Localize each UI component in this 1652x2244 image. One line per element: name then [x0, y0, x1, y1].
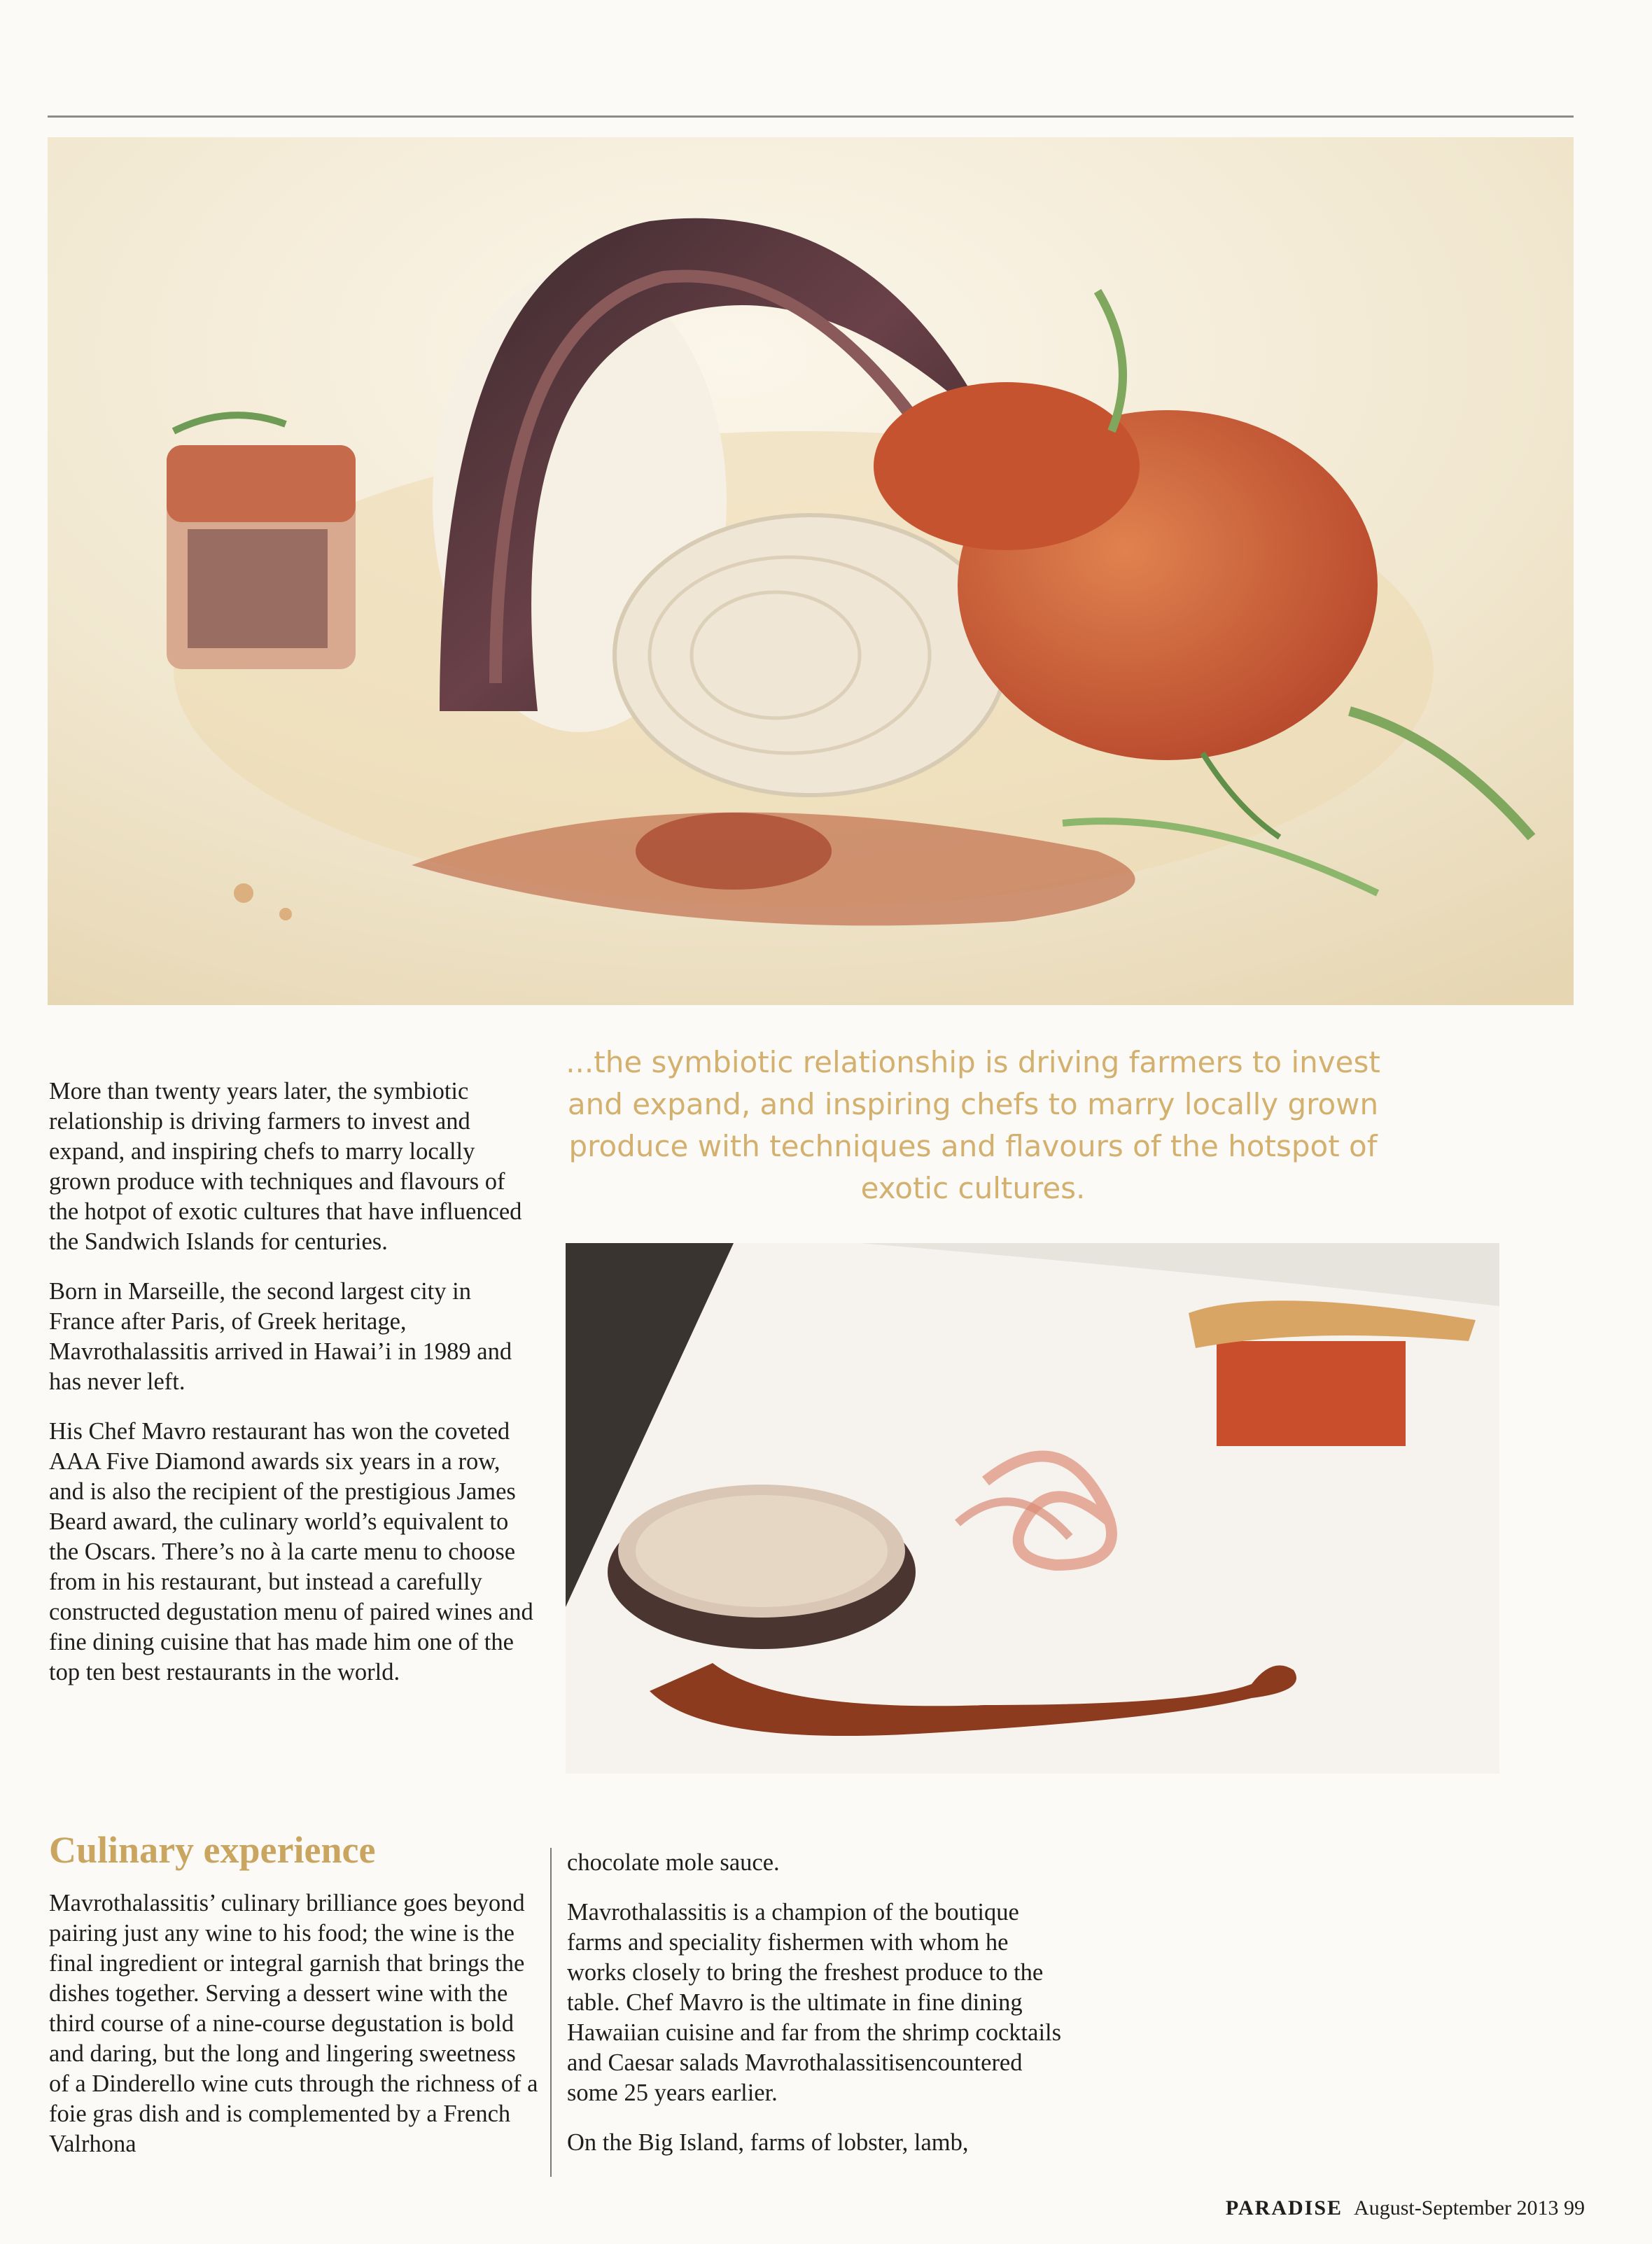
- paragraph: Mavrothalassitis is a champion of the boutique farms and speciality fishermen with whom he works closely to bring the freshest produce to the table. Chef Mavro is the ultimate in fine dining Hawaiian cuisine and far from the shrimp cocktails and Caesar salads Mavrothalassitisencountered some 25 years earlier.: [567, 1899, 1062, 2106]
- column-divider: [550, 1848, 552, 2177]
- section-heading: Culinary experience: [49, 1829, 376, 1871]
- top-rule: [48, 115, 1574, 118]
- paragraph: chocolate mole sauce.: [567, 1849, 780, 1876]
- lobster-dish-photo: [48, 137, 1574, 1005]
- paragraph: His Chef Mavro restaurant has won the coveted AAA Five Diamond awards six years in a row, and is also the recipient of the prestigious James Beard award, the culinary world’s equivalent to the Oscars. There’s no à la carte menu to choose from in his restaurant, but instead a carefully constructed degustation menu of paired wines and fine dining cuisine that has made him one of the top ten best restaurants in the world.: [49, 1418, 533, 1685]
- paragraph: More than twenty years later, the symbiotic relationship is driving farmers to invest and expand, and inspiring chefs to marry locally grown produce with techniques and flavours of the hotpot of exotic cultures that have influenced the Sandwich Islands for centuries.: [49, 1078, 522, 1255]
- paragraph: Mavrothalassitis’ culinary brilliance goes beyond pairing just any wine to his food; the wine is the final ingredient or integral garnish that brings the dishes together. Serving a dessert wine with the third course of a nine-course degustation is bold and daring, but the long and lingering sweetness of a Dinderello wine cuts through the richness of a foie gras dish and is complemented by a French Valrhona: [49, 1890, 538, 2157]
- pull-quote: ...the symbiotic relationship is driving farmers to invest and expand, and inspiring chefs to marry locally grown produce with techniques and flavours of the hotspot of exotic cultures.: [566, 1045, 1380, 1205]
- magazine-name: PARADISE: [1225, 2196, 1343, 2220]
- foie-gras-dish-illustration: [566, 1243, 1499, 1774]
- page-footer: [1226, 2196, 1585, 2220]
- foie-gras-dish-photo: [566, 1243, 1499, 1774]
- paragraph: Born in Marseille, the second largest city in France after Paris, of Greek heritage, Mavrothalassitis arrived in Hawai’i in 1989 and has never left.: [49, 1278, 512, 1395]
- issue-date: August-September 2013: [1354, 2196, 1559, 2220]
- page-number: 99: [1564, 2196, 1585, 2220]
- article-column-right-bottom: [567, 1848, 1071, 2178]
- lobster-dish-illustration: [48, 137, 1574, 1005]
- article-column-left-top: [49, 1077, 539, 1707]
- paragraph: On the Big Island, farms of lobster, lamb,: [567, 2129, 969, 2156]
- article-column-left-bottom: [49, 1888, 539, 2179]
